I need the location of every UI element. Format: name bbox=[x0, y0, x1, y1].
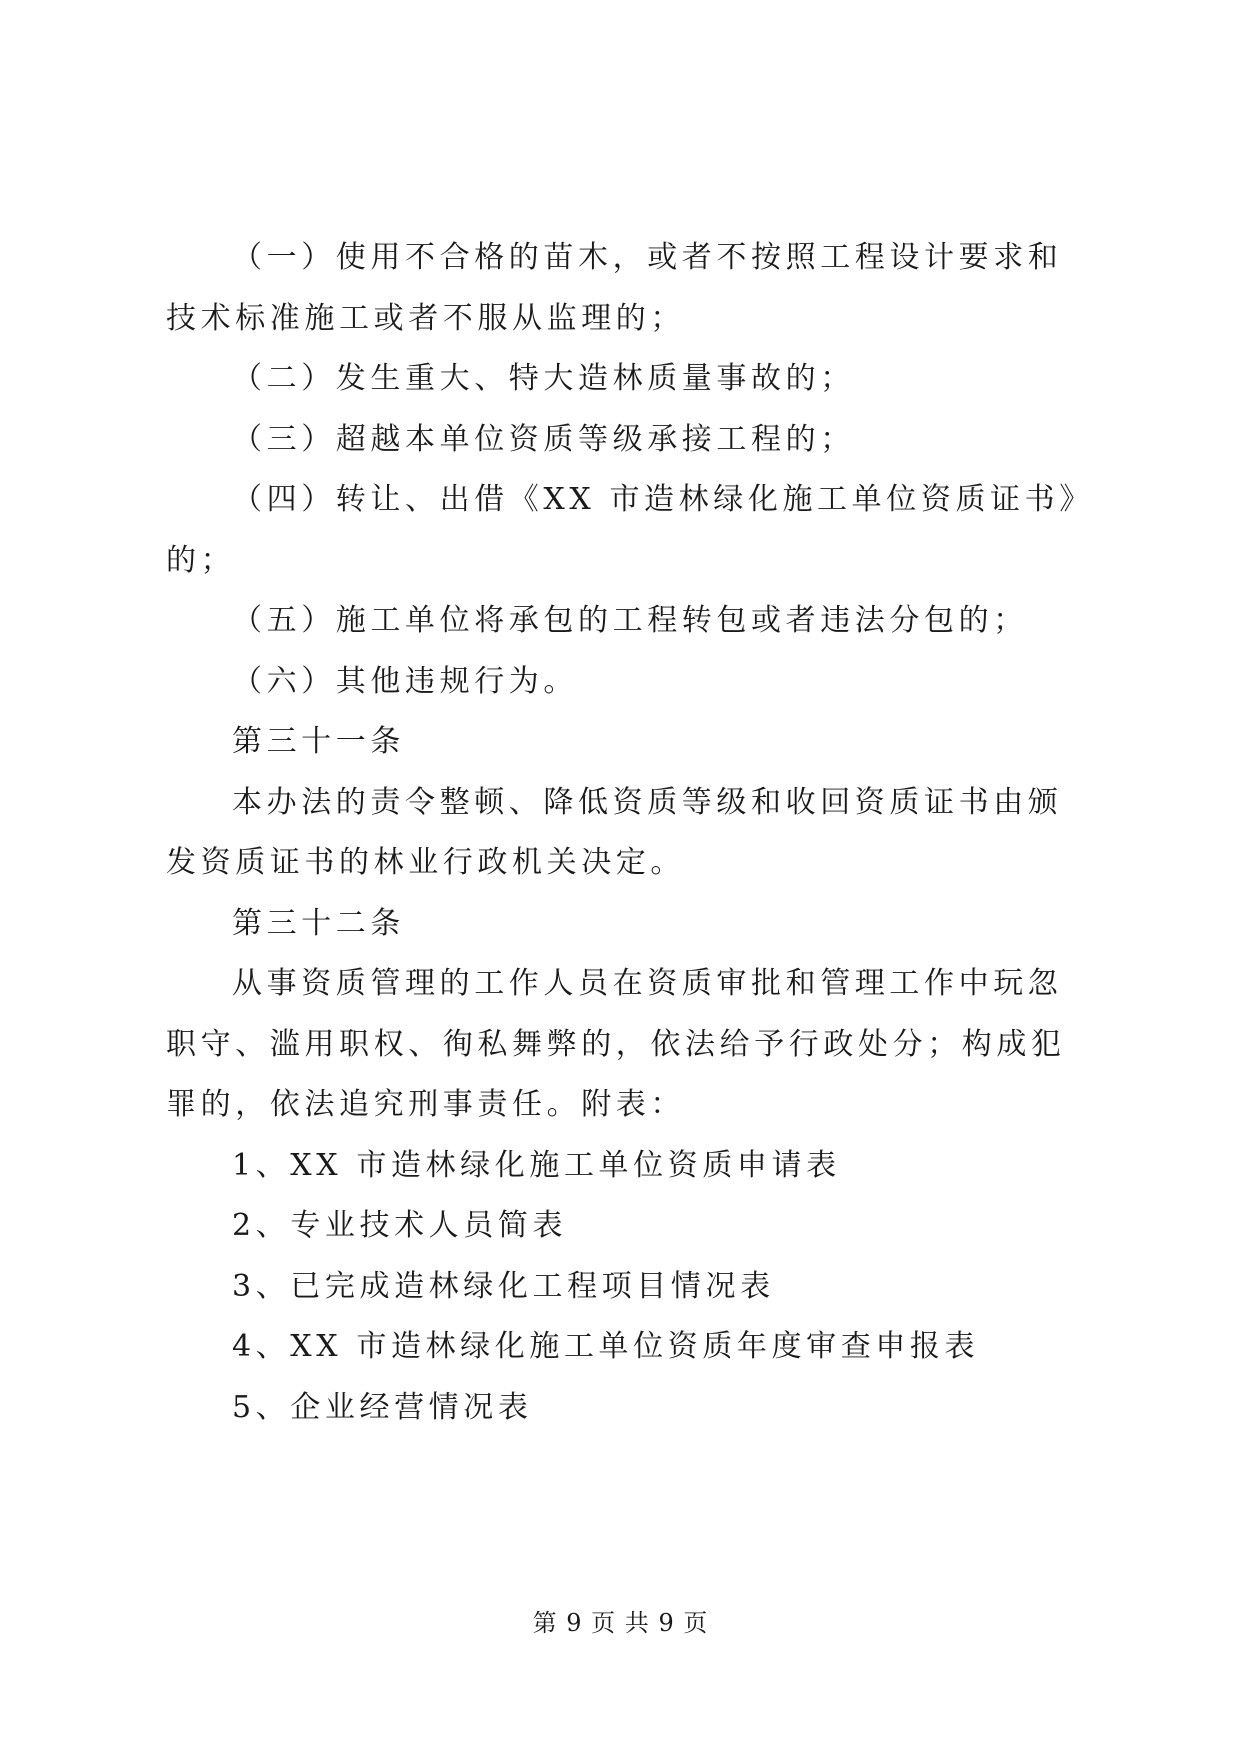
appendix-item-2: 2、专业技术人员简表 bbox=[232, 1208, 568, 1243]
appendix-item-3: 3、已完成造林绿化工程项目情况表 bbox=[232, 1268, 775, 1304]
document-body bbox=[166, 228, 1084, 1438]
article-heading-31: 第三十一条 bbox=[232, 724, 405, 759]
page-number-footer: 第 9 页 共 9 页 bbox=[532, 1609, 709, 1637]
appendix-item-5: 5、企业经营情况表 bbox=[232, 1389, 533, 1425]
article-31-text: 本办法的责令整顿、降低资质等级和收回资质证书由颁发资质证书的林业行政机关决定。 bbox=[166, 784, 1063, 880]
clause-item-4: （四）转让、出借《XX 市造林绿化施工单位资质证书》的； bbox=[166, 482, 1079, 578]
article-32-text: 从事资质管理的工作人员在资质审批和管理工作中玩忽职守、滥用职权、徇私舞弊的，依法给予行政处分；构成犯罪的，依法追究刑事责任。附表： bbox=[166, 966, 1066, 1122]
appendix-item-1: 1、XX 市造林绿化施工单位资质申请表 bbox=[232, 1147, 841, 1183]
clause-item-3: （三）超越本单位资质等级承接工程的； bbox=[232, 421, 855, 457]
clause-item-6: （六）其他违规行为。 bbox=[232, 663, 578, 699]
clause-item-1: （一）使用不合格的苗木，或者不按照工程设计要求和技术标准施工或者不服从监理的； bbox=[166, 240, 1063, 336]
article-heading-32: 第三十二条 bbox=[232, 905, 405, 941]
clause-item-5: （五）施工单位将承包的工程转包或者违法分包的； bbox=[232, 603, 1028, 638]
appendix-item-4: 4、XX 市造林绿化施工单位资质年度审查申报表 bbox=[232, 1329, 980, 1364]
clause-item-2: （二）发生重大、特大造林质量事故的； bbox=[232, 361, 855, 396]
